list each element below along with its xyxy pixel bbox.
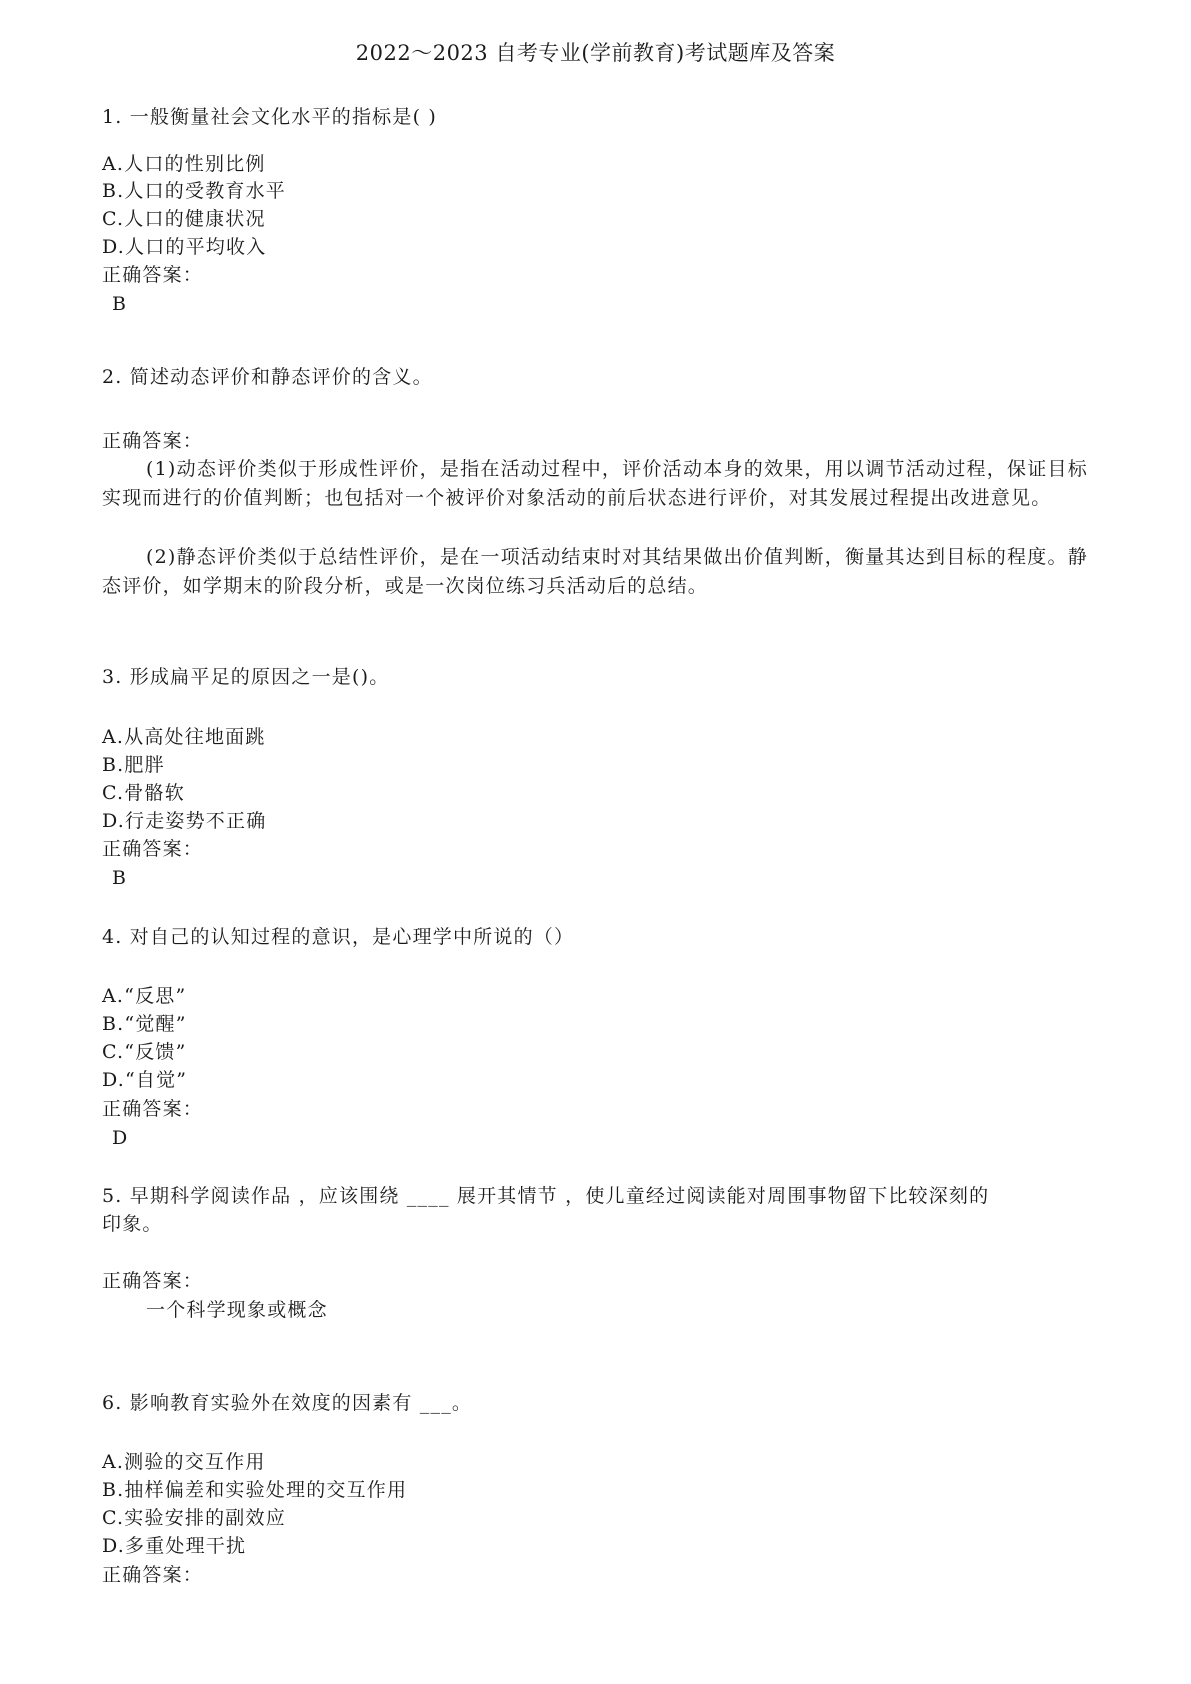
- question-3-option-d: D.行走姿势不正确: [102, 810, 267, 832]
- question-2-stem: 2. 简述动态评价和静态评价的含义。: [102, 366, 433, 388]
- question-6-stem: 6. 影响教育实验外在效度的因素有 ___。: [102, 1392, 473, 1414]
- question-3-stem: 3. 形成扁平足的原因之一是()。: [102, 666, 390, 688]
- question-3-answer-label: 正确答案：: [102, 838, 204, 860]
- question-4-stem: 4. 对自己的认知过程的意识，是心理学中所说的（）: [102, 926, 575, 948]
- question-1-option-b: B.人口的受教育水平: [102, 180, 287, 202]
- question-1-stem: 1. 一般衡量社会文化水平的指标是( ): [102, 106, 438, 128]
- question-4-option-a: A.“反思”: [102, 985, 187, 1007]
- question-4-option-d: D.“自觉”: [102, 1069, 188, 1091]
- question-6-option-c: C.实验安排的副效应: [102, 1507, 286, 1529]
- question-4-answer: D: [112, 1127, 129, 1149]
- question-3-option-a: A.从高处往地面跳: [102, 726, 266, 748]
- question-6-answer-label: 正确答案：: [102, 1564, 204, 1586]
- question-2-answer-paragraph-1: (1)动态评价类似于形成性评价，是指在活动过程中，评价活动本身的效果，用以调节活动过程，保证目标实现而进行的价值判断；也包括对一个被评价对象活动的前后状态进行评价，对其发展过程提出改进意见。: [102, 458, 1088, 509]
- question-6-option-b: B.抽样偏差和实验处理的交互作用: [102, 1479, 408, 1501]
- question-4-option-c: C.“反馈”: [102, 1041, 187, 1063]
- question-1-option-d: D.人口的平均收入: [102, 236, 267, 258]
- question-1-option-a: A.人口的性别比例: [102, 153, 266, 175]
- question-1-answer-label: 正确答案：: [102, 264, 204, 286]
- page-title: 2022～2023 自考专业(学前教育)考试题库及答案: [355, 41, 836, 65]
- question-1-option-c: C.人口的健康状况: [102, 208, 266, 230]
- question-3-option-c: C.骨骼软: [102, 782, 185, 804]
- question-5-stem: 5. 早期科学阅读作品 ，应该围绕 ____ 展开其情节 ，使儿童经过阅读能对周围事物留下比较深刻的: [102, 1185, 990, 1207]
- question-2-answer-paragraph-2: (2)静态评价类似于总结性评价，是在一项活动结束时对其结果做出价值判断，衡量其达到目标的程度。静态评价，如学期末的阶段分析，或是一次岗位练习兵活动后的总结。: [102, 546, 1088, 597]
- question-6-option-d: D.多重处理干扰: [102, 1535, 247, 1557]
- question-6-option-a: A.测验的交互作用: [102, 1451, 266, 1473]
- question-5-stem-continued: 印象。: [102, 1213, 163, 1235]
- question-5-answer: 一个科学现象或概念: [146, 1299, 328, 1321]
- question-3-option-b: B.肥胖: [102, 754, 165, 776]
- question-5-answer-label: 正确答案：: [102, 1270, 204, 1292]
- question-4-option-b: B.“觉醒”: [102, 1013, 187, 1035]
- question-1-answer: B: [112, 293, 128, 315]
- question-4-answer-label: 正确答案：: [102, 1098, 204, 1120]
- question-3-answer: B: [112, 867, 128, 889]
- question-2-answer-label: 正确答案：: [102, 430, 204, 452]
